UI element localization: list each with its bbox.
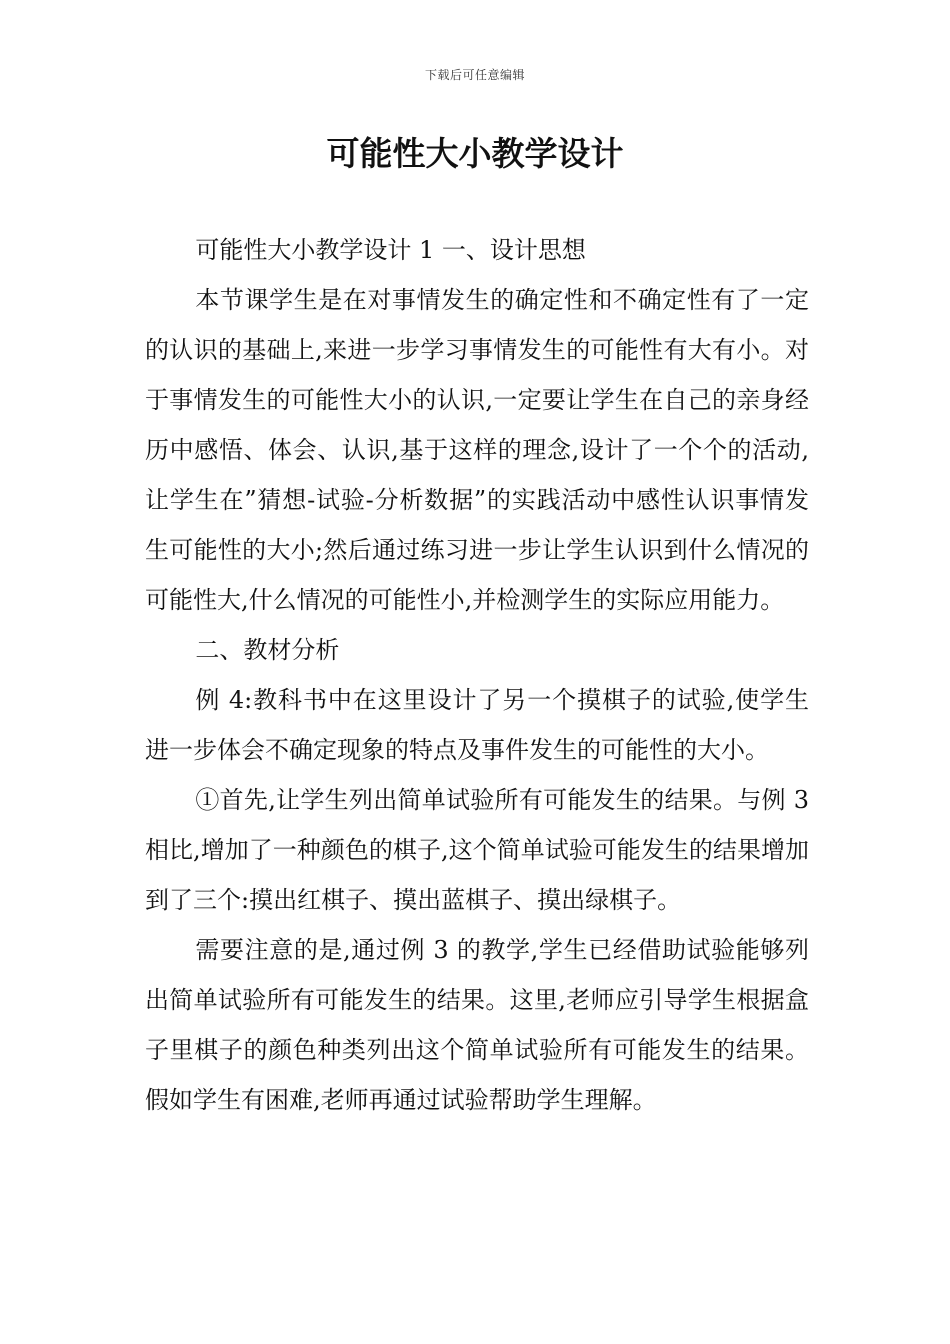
- paragraph-section-heading-2: 二、教材分析: [195, 636, 340, 664]
- paragraph-step-1: ①首先,让学生列出简单试验所有可能发生的结果。与例 3 相比,增加了一种颜色的棋子,这个简单试验可能发生的结果增加到了三个:摸出红棋子、摸出蓝棋子、摸出绿棋子。: [145, 786, 809, 914]
- paragraph-example-4: 例 4:教科书中在这里设计了另一个摸棋子的试验,使学生进一步体会不确定现象的特点及事件发生的可能性的大小。: [145, 686, 809, 764]
- paragraph-section-heading-1: 可能性大小教学设计 1 一、设计思想: [195, 236, 586, 264]
- paragraph-design-idea: 本节课学生是在对事情发生的确定性和不确定性有了一定的认识的基础上,来进一步学习事情发生的可能性有大有小。对于事情发生的可能性大小的认识,一定要让学生在自己的亲身经历中感悟、体会、认识,基于这样的理念,设计了一个个的活动,让学生在”猜想-试验-分析数据”的实践活动中感性认识事情发生可能性的大小;然后通过练习进一步让学生认识到什么情况的可能性大,什么情况的可能性小,并检测学生的实际应用能力。: [145, 286, 809, 614]
- document-body: [145, 225, 809, 1125]
- document-title: 可能性大小教学设计: [326, 134, 624, 173]
- header-note: 下载后可任意编辑: [424, 68, 525, 82]
- paragraph-note: 需要注意的是,通过例 3 的教学,学生已经借助试验能够列出简单试验所有可能发生的结果。这里,老师应引导学生根据盒子里棋子的颜色种类列出这个简单试验所有可能发生的结果。假如学生有困难,老师再通过试验帮助学生理解。: [145, 936, 809, 1114]
